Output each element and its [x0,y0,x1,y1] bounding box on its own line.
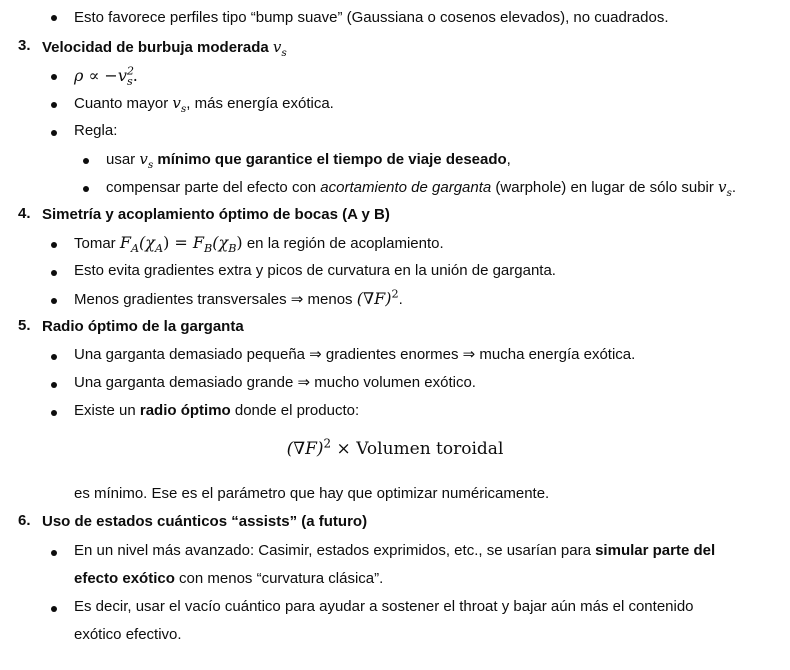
bullet [51,550,57,556]
section-number: 5. [18,317,31,334]
bullet [51,606,57,612]
list-item: En un nivel más avanzado: Casimir, estados exprimidos, etc., se usarían para simular parte del [74,542,716,559]
list-item: Menos gradientes transversales ⇒ menos $(\nabla F)^2$. [74,287,403,308]
section-title: Radio óptimo de la garganta [42,318,244,335]
bullet [51,74,57,80]
section-number: 3. [18,37,31,54]
list-item: Una garganta demasiado grande ⇒ mucho volumen exótico. [74,374,476,391]
bullet [51,102,57,108]
list-item: Una garganta demasiado pequeña ⇒ gradientes enormes ⇒ mucha energía exótica. [74,346,636,363]
section-title: Simetría y acoplamiento óptimo de bocas (A y B) [42,206,390,223]
section-title-text: Velocidad de burbuja moderada [42,39,269,56]
bullet [51,382,57,388]
list-item-continuation: efecto exótico con menos “curvatura clásica”. [74,570,384,587]
math-expression: $\rho \propto -v^2_s$. [74,64,138,89]
list-item: Tomar $F_A(\chi_A) = F_B(\chi_B)$ en la región de acoplamiento. [74,233,444,256]
bullet [83,158,89,164]
section-title: Uso de estados cuánticos “assists” (a futuro) [42,513,368,530]
section-title [42,37,287,58]
list-item: compensar parte del efecto con acortamiento de garganta (warphole) en lugar de sólo subir $v_s$. [106,178,737,199]
paragraph: es mínimo. Ese es el parámetro que hay que optimizar numéricamente. [74,485,550,502]
list-item: Regla: [74,122,118,139]
list-item: Es decir, usar el vacío cuántico para ayudar a sostener el throat y bajar aún más el contenido [74,598,694,615]
list-item-continuation: exótico efectivo. [74,626,182,643]
list-item: Existe un radio óptimo donde el producto: [74,402,360,419]
bullet [51,242,57,248]
bullet [51,354,57,360]
list-item: usar $v_s$ mínimo que garantice el tiempo de viaje deseado, [106,150,511,171]
section-number: 6. [18,512,31,529]
list-item: Esto favorece perfiles tipo “bump suave” (Gaussiana o cosenos elevados), no cuadrados. [74,9,669,26]
list-item: Cuanto mayor $v_s$, más energía exótica. [74,94,334,115]
list-item: Esto evita gradientes extra y picos de curvatura en la unión de garganta. [74,262,556,279]
bullet [51,298,57,304]
bullet [51,15,57,21]
math-symbol: $v_s$ [272,38,287,59]
bullet [51,270,57,276]
bullet [83,186,89,192]
bullet [51,410,57,416]
section-number: 4. [18,205,31,222]
display-equation: $(\nabla F)^2$ × Volumen toroidal [286,436,504,459]
bullet [51,130,57,136]
